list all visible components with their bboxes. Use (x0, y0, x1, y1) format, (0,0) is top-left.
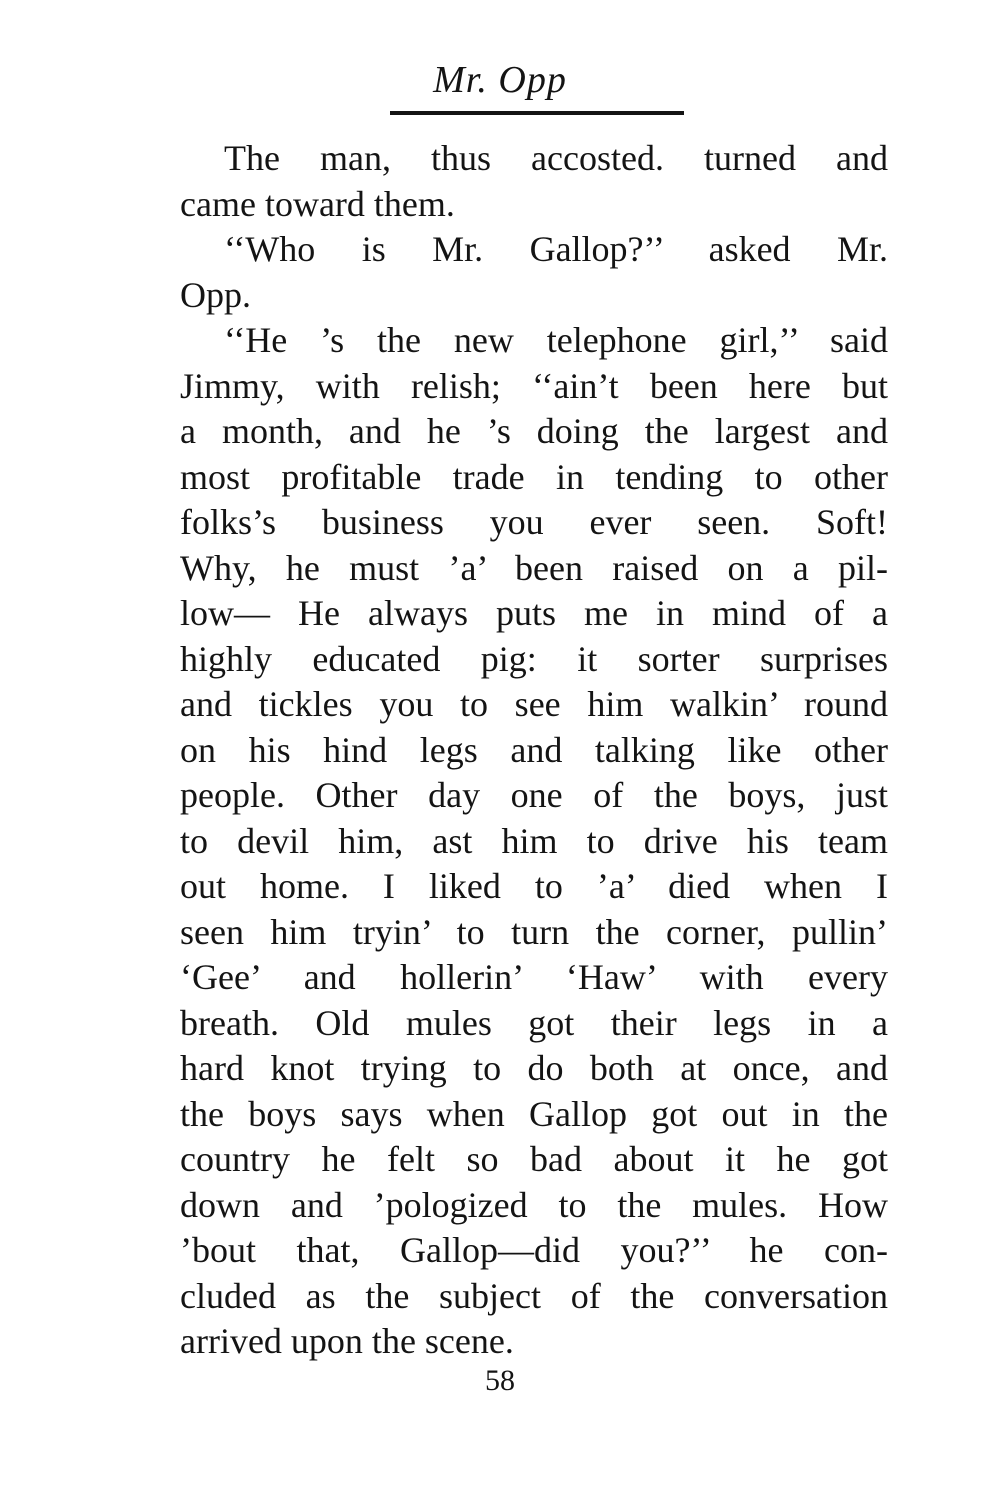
text-line: Why, he must ’a’ been raised on a pil- (180, 547, 888, 588)
text-line: cluded as the subject of the conversation (180, 1275, 888, 1316)
text-line: ‘Gee’ and hollerin’ ‘Haw’ with every (180, 957, 888, 997)
text-line: highly educated pig: it sorter surprises (180, 638, 888, 679)
text-line: seen him tryin’ to turn the corner, pullin’ (180, 911, 888, 952)
text-line: country he felt so bad about it he got (180, 1139, 888, 1179)
text-line: down and ’pologized to the mules. How (180, 1184, 888, 1225)
text-line: people. Other day one of the boys, just (180, 775, 888, 815)
text-line: ’bout that, Gallop—did you?’’ he con- (180, 1230, 888, 1270)
text-line: out home. I liked to ’a’ died when I (180, 866, 888, 906)
text-line: the boys says when Gallop got out in the (180, 1093, 888, 1134)
header-rule (390, 111, 684, 115)
text-line: ‘‘Who is Mr. Gallop?’’ asked Mr. (224, 229, 888, 269)
text-line: Opp. (180, 274, 251, 315)
text-line: arrived upon the scene. (180, 1321, 514, 1361)
text-line: and tickles you to see him walkin’ round (180, 684, 888, 724)
text-line: ‘‘He ’s the new telephone girl,’’ said (224, 320, 888, 360)
text-line: The man, thus accosted. turned and (224, 138, 888, 178)
text-line: hard knot trying to do both at once, and (180, 1048, 888, 1088)
text-line: low— He always puts me in mind of a (180, 593, 888, 633)
text-line: breath. Old mules got their legs in a (180, 1002, 888, 1043)
text-line: to devil him, ast him to drive his team (180, 820, 888, 861)
text-line: most profitable trade in tending to other (180, 456, 888, 497)
page-number: 58 (485, 1364, 515, 1397)
body-text (180, 136, 888, 1365)
text-line: came toward them. (180, 183, 455, 224)
text-line: folks’s business you ever seen. Soft! (180, 502, 888, 542)
text-line: a month, and he ’s doing the largest and (180, 411, 888, 451)
text-line: on his hind legs and talking like other (180, 729, 888, 770)
running-head: Mr. Opp (433, 59, 567, 101)
text-line: Jimmy, with relish; ‘‘ain’t been here but (180, 365, 888, 406)
